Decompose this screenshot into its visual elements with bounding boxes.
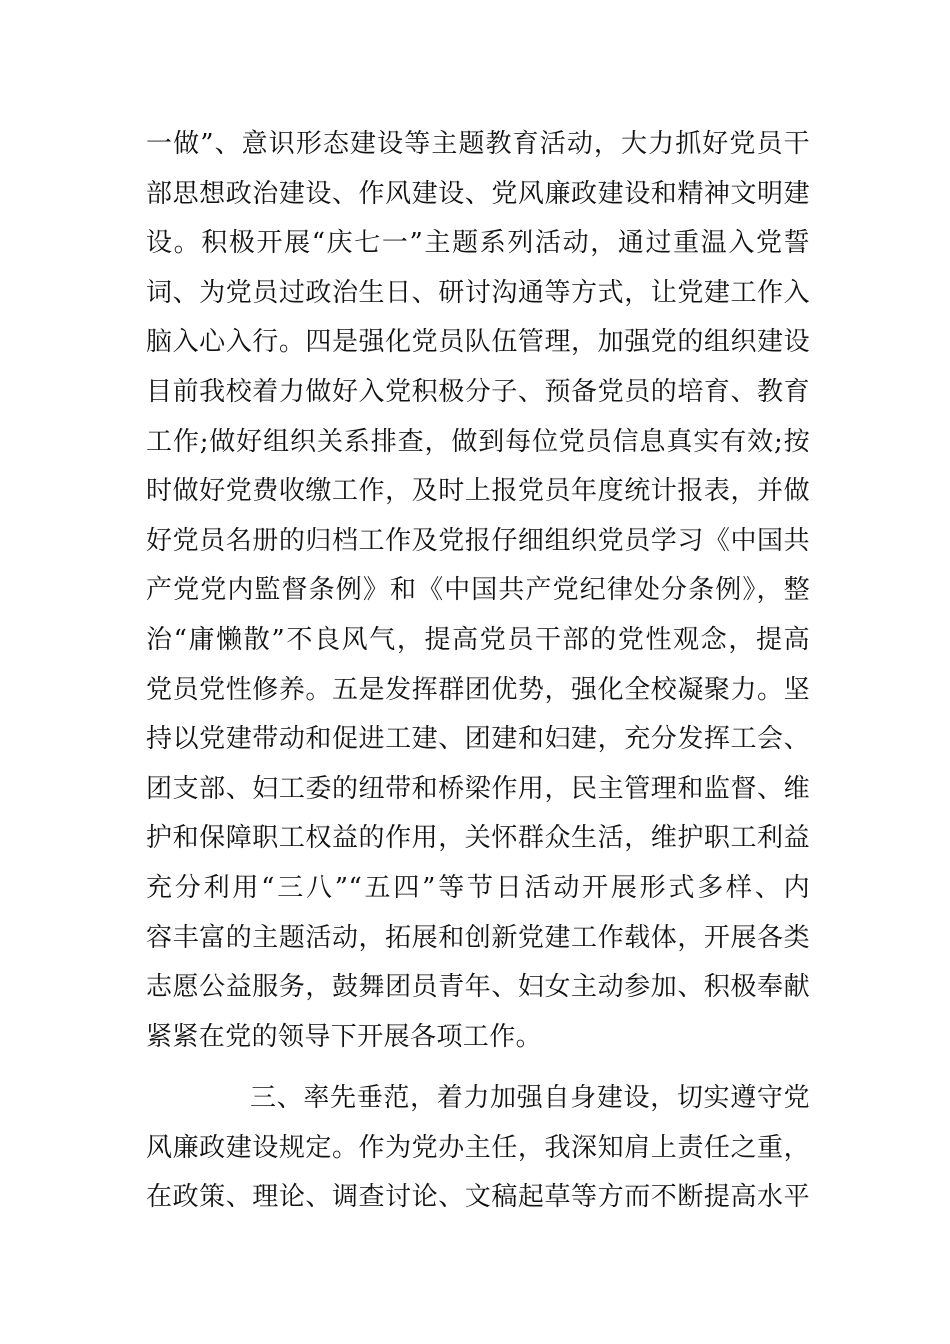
text-line: 部思想政治建设、作风建设、党风廉政建设和精神文明建 [146,178,810,209]
text-line: 在政策、理论、调查讨论、文稿起草等方而不断提高水平 [146,1182,810,1213]
text-line: 脑入心入行。四是强化党员队伍管理，加强党的组织建设 [146,327,810,358]
text-line: 一做”、意识形态建设等主题教育活动，大力抓好党员干 [146,129,810,159]
text-line: 持以党建带动和促进工建、团建和妇建，充分发挥工会、 [146,724,810,755]
text-line: 风廉政建设规定。作为党办主任，我深知肩上责任之重， [146,1132,810,1163]
text-line: 工作;做好组织关系排查，做到每位党员信息真实有效;按 [146,426,810,457]
text-line: 团支部、妇工委的纽带和桥梁作用，民主管理和监督、维 [146,773,810,804]
text-line: 护和保障职工权益的作用，关怀群众生活，维护职工利益 [146,823,810,854]
text-line: 目前我校着力做好入党积极分子、预备党员的培育、教育 [146,376,810,407]
paragraph-spacing [146,1062,810,1074]
text-line: 志愿公益服务，鼓舞团员青年、妇女主动参加、积极奉献 [146,972,810,1003]
text-line: 好党员名册的归档工作及党报仔细组织党员学习《中国共 [146,525,810,556]
text-line: 三、率先垂范，着力加强自身建设，切实遵守党 [250,1083,810,1114]
text-line: 党员党性修养。五是发挥群团优势，强化全校凝聚力。坚 [146,674,810,705]
text-line: 产党党内監督条例》和《中国共产党纪律处分条例》，整 [146,575,810,606]
text-line: 充分利用“三八”“五四”等节日活动开展形式多样、内 [146,872,810,903]
text-line: 词、为党员过政治生日、研讨沟通等方式，让党建工作入 [146,277,810,308]
text-line: 时做好党费收缴工作，及时上报党员年度统计报表，并做 [146,476,810,507]
text-line: 紧紧在党的领导下开展各项工作。 [146,1021,543,1052]
text-line: 治“庸懒散”不良风气，提高党员干部的党性观念，提高 [146,624,810,655]
text-line: 容丰富的主题活动，拓展和创新党建工作载体，开展各类 [146,922,810,953]
document-body [146,120,810,1223]
text-line: 设。积极开展“庆七一”主题系列活动，通过重温入党誓 [146,228,810,259]
